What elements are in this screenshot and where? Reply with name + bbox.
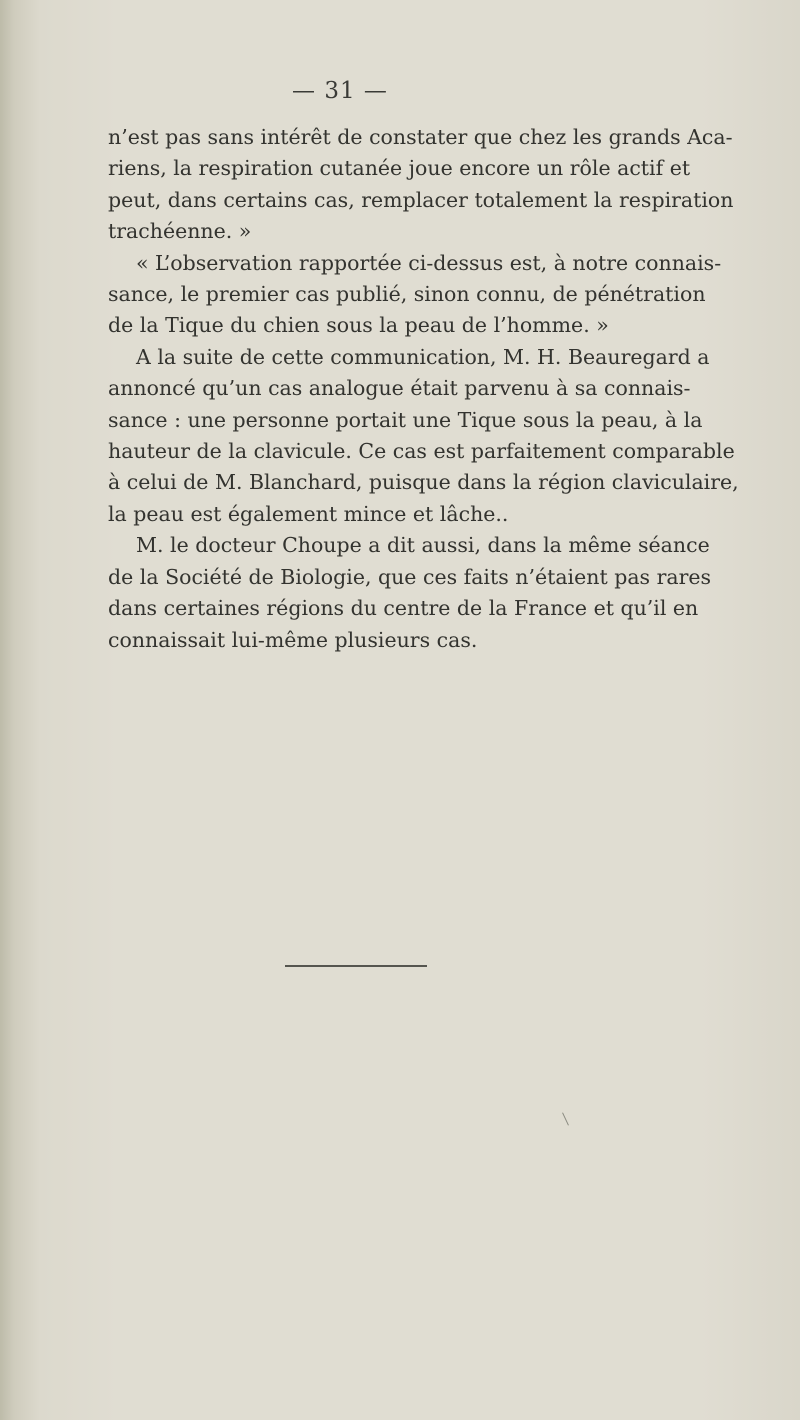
text-line: « L’observation rapportée ci-dessus est, à notre connais- (136, 250, 722, 275)
text-line: annoncé qu’un cas analogue était parvenu à sa connais- (108, 376, 691, 401)
body-text (108, 122, 739, 656)
page-number: — 31 — (292, 78, 388, 104)
text-line: à celui de M. Blanchard, puisque dans la région claviculaire, (108, 470, 739, 495)
text-line: peut, dans certains cas, remplacer totalement la respiration (108, 187, 734, 212)
text-line: sance : une personne portait une Tique sous la peau, à la (108, 407, 703, 432)
ink-mark (562, 1112, 569, 1125)
text-line: hauteur de la clavicule. Ce cas est parfaitement comparable (108, 439, 735, 464)
text-line: n’est pas sans intérêt de constater que chez les grands Aca- (108, 125, 733, 149)
text-line: A la suite de cette communication, M. H. Beauregard a (136, 344, 710, 369)
section-divider (285, 965, 427, 967)
text-line: de la Tique du chien sous la peau de l’homme. » (108, 313, 609, 338)
text-line: de la Société de Biologie, que ces faits n’étaient pas rares (108, 564, 712, 589)
text-line: la peau est également mince et lâche.. (108, 501, 509, 526)
text-line: M. le docteur Choupe a dit aussi, dans la même séance (136, 533, 710, 558)
text-line: trachéenne. » (108, 219, 252, 244)
text-line: connaissait lui-même plusieurs cas. (108, 627, 478, 652)
text-line: sance, le premier cas publié, sinon connu, de pénétration (108, 282, 706, 307)
text-line: riens, la respiration cutanée joue encore un rôle actif et (108, 156, 691, 181)
text-line: dans certaines régions du centre de la France et qu’il en (108, 596, 699, 621)
